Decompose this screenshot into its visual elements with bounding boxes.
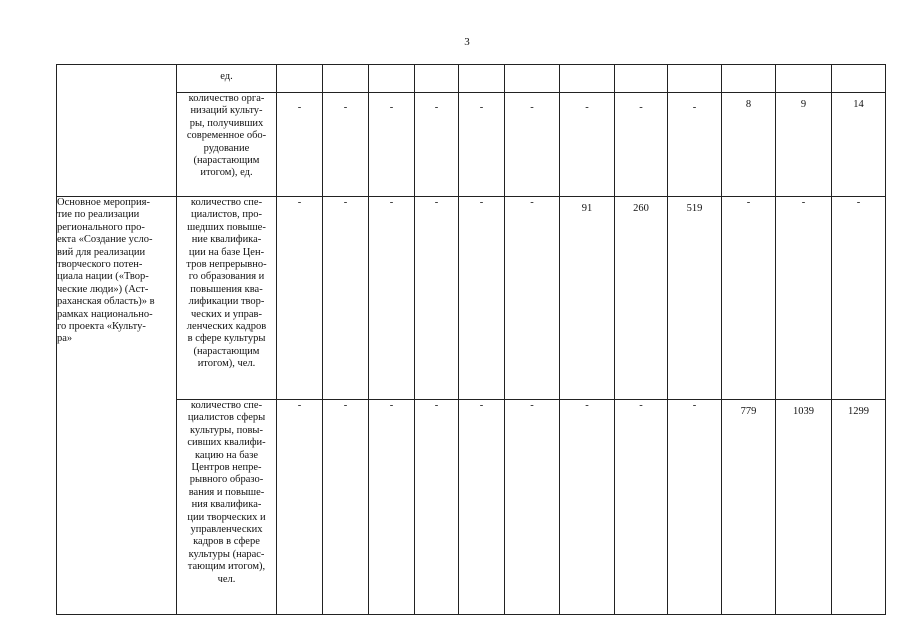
- value-cell: -: [668, 400, 722, 615]
- value-cell: -: [369, 93, 415, 197]
- value-cell: 9: [776, 93, 832, 197]
- value-cell: [277, 65, 323, 93]
- activity-cell-empty: [57, 65, 177, 197]
- value-cell: -: [505, 93, 560, 197]
- table-row: [57, 400, 886, 615]
- value-cell: -: [505, 197, 560, 400]
- value-cell: [505, 65, 560, 93]
- value-cell: -: [560, 400, 615, 615]
- value-cell: 519: [668, 197, 722, 400]
- value-cell: -: [323, 93, 369, 197]
- value-cell: 779: [722, 400, 776, 615]
- indicator-cell: количество спе- циалистов, про- шедших повыше- ние квалифика- ции на базе Цен- тров непрерывно- го образования и повышения ква- лификации твор- ческих и управ- ленческих кадров в сфере культуры (нарастающим итогом), чел.: [177, 197, 277, 400]
- value-cell: [560, 65, 615, 93]
- value-cell: [459, 65, 505, 93]
- value-cell: -: [459, 93, 505, 197]
- value-cell: [722, 65, 776, 93]
- value-cell: 1039: [776, 400, 832, 615]
- value-cell: [832, 65, 886, 93]
- value-cell: -: [615, 93, 668, 197]
- page-number: 3: [464, 36, 470, 48]
- value-cell: -: [323, 400, 369, 615]
- value-cell: -: [505, 400, 560, 615]
- value-cell: -: [615, 400, 668, 615]
- value-cell: -: [415, 93, 459, 197]
- activity-cell: Основное мероприя- тие по реализации регионального про- екта «Создание усло- вий для реализации творческого потен- циала нации («Твор- ческие люди») (Аст- раханская область)» в рамках национально- го проекта «Культу- ра»: [57, 197, 177, 615]
- value-cell: [668, 65, 722, 93]
- value-cell: -: [459, 197, 505, 400]
- value-cell: [776, 65, 832, 93]
- indicators-table: [56, 64, 886, 615]
- value-cell: [615, 65, 668, 93]
- table-row: [57, 65, 886, 93]
- indicator-cell: ед.: [177, 65, 277, 93]
- value-cell: 260: [615, 197, 668, 400]
- value-cell: 14: [832, 93, 886, 197]
- value-cell: [369, 65, 415, 93]
- value-cell: -: [560, 93, 615, 197]
- value-cell: -: [323, 197, 369, 400]
- value-cell: -: [277, 400, 323, 615]
- value-cell: -: [415, 400, 459, 615]
- value-cell: -: [277, 197, 323, 400]
- value-cell: [323, 65, 369, 93]
- value-cell: -: [832, 197, 886, 400]
- table-row: [57, 197, 886, 400]
- value-cell: -: [776, 197, 832, 400]
- value-cell: -: [459, 400, 505, 615]
- value-cell: -: [722, 197, 776, 400]
- value-cell: 1299: [832, 400, 886, 615]
- value-cell: -: [415, 197, 459, 400]
- value-cell: -: [369, 400, 415, 615]
- indicator-cell: количество спе- циалистов сферы культуры, повы- сивших квалифи- кацию на базе Центров непре- рывного образо- вания и повыше- ния квалифика- ции творческих и управленческих кадров в сфере культуры (нарас- тающим итогом), чел.: [177, 400, 277, 615]
- value-cell: [415, 65, 459, 93]
- value-cell: -: [668, 93, 722, 197]
- indicator-cell: количество орга- низаций культу- ры, получивших современное обо- рудование (нарастающим итогом), ед.: [177, 93, 277, 197]
- value-cell: -: [369, 197, 415, 400]
- value-cell: 8: [722, 93, 776, 197]
- table-row: [57, 93, 886, 197]
- value-cell: 91: [560, 197, 615, 400]
- value-cell: -: [277, 93, 323, 197]
